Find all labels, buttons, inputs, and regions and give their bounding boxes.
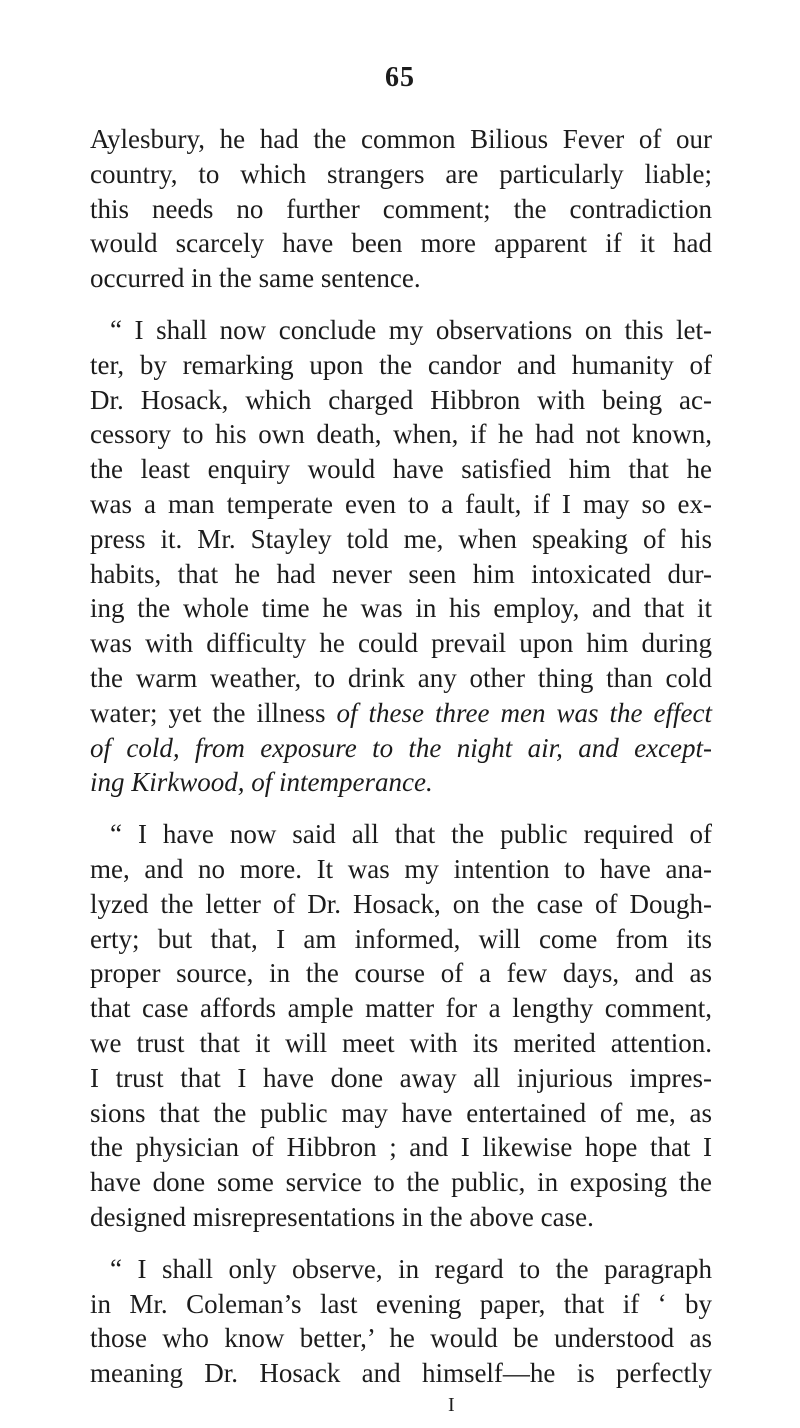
- text-run: water; yet the illness: [90, 697, 337, 728]
- text-line: ter, by remarking upon the candor and humanity of: [90, 349, 712, 380]
- text-line: erty; but that, I am informed, will come from its: [90, 923, 712, 954]
- text-line: designed misrepresentations in the above case.: [90, 1201, 594, 1232]
- paragraph: [90, 313, 712, 800]
- text-line: ing the whole time he was in his employ, and that it: [90, 593, 712, 624]
- text-line: occurred in the same sentence.: [90, 263, 421, 294]
- text-line: that case affords ample matter for a lengthy comment,: [90, 993, 712, 1024]
- signature-mark: I: [448, 1394, 455, 1416]
- text-line: was a man temperate even to a fault, if I may so ex-: [90, 488, 712, 519]
- text-line: proper source, in the course of a few days, and as: [90, 958, 712, 989]
- paragraph: [90, 1252, 712, 1391]
- text-line: the physician of Hibbron ; and I likewise hope that I: [90, 1132, 712, 1163]
- text-line: Dr. Hosack, which charged Hibbron with being ac-: [90, 384, 712, 415]
- text-line: sions that the public may have entertained of me, as: [90, 1097, 712, 1128]
- italic-text-run: of these three men was the effect: [336, 697, 712, 728]
- text-line: cessory to his own death, when, if he had not known,: [90, 419, 712, 450]
- text-line: we trust that it will meet with its merited attention.: [90, 1027, 712, 1058]
- text-line: “ I have now said all that the public required of: [110, 819, 712, 850]
- text-line: was with difficulty he could prevail upon him during: [90, 628, 712, 659]
- text-line: me, and no more. It was my intention to have ana-: [90, 853, 712, 884]
- text-line: in Mr. Coleman’s last evening paper, that if ‘ by: [90, 1288, 712, 1319]
- text-line: “ I shall only observe, in regard to the paragraph: [110, 1253, 712, 1284]
- text-line: those who know better,’ he would be understood as: [90, 1323, 712, 1354]
- text-line: the least enquiry would have satisfied him that he: [90, 454, 712, 485]
- text-line: country, to which strangers are particularly liable;: [90, 158, 712, 189]
- text-line: the warm weather, to drink any other thing than cold: [90, 662, 712, 693]
- text-line: Aylesbury, he had the common Bilious Fever of our: [90, 124, 712, 154]
- text-line: lyzed the letter of Dr. Hosack, on the case of Dough-: [90, 888, 712, 919]
- paragraph: [90, 817, 712, 1235]
- body-text: [90, 122, 712, 1408]
- text-line: [90, 696, 712, 731]
- text-line: “ I shall now conclude my observations on this let-: [110, 314, 712, 345]
- text-line: press it. Mr. Stayley told me, when speaking of his: [90, 523, 712, 554]
- text-line: I trust that I have done away all injurious impres-: [90, 1062, 712, 1093]
- page-number: 65: [385, 62, 415, 93]
- text-line: ing Kirkwood, of intemperance.: [90, 767, 433, 798]
- text-line: this needs no further comment; the contradiction: [90, 193, 712, 224]
- text-line: meaning Dr. Hosack and himself—he is perfectly: [90, 1358, 712, 1389]
- text-line: habits, that he had never seen him intoxicated dur-: [90, 558, 712, 589]
- text-line: would scarcely have been more apparent if it had: [90, 228, 712, 259]
- paragraph: [90, 122, 712, 296]
- text-line: of cold, from exposure to the night air, and except-: [90, 732, 712, 763]
- text-line: have done some service to the public, in exposing the: [90, 1167, 712, 1198]
